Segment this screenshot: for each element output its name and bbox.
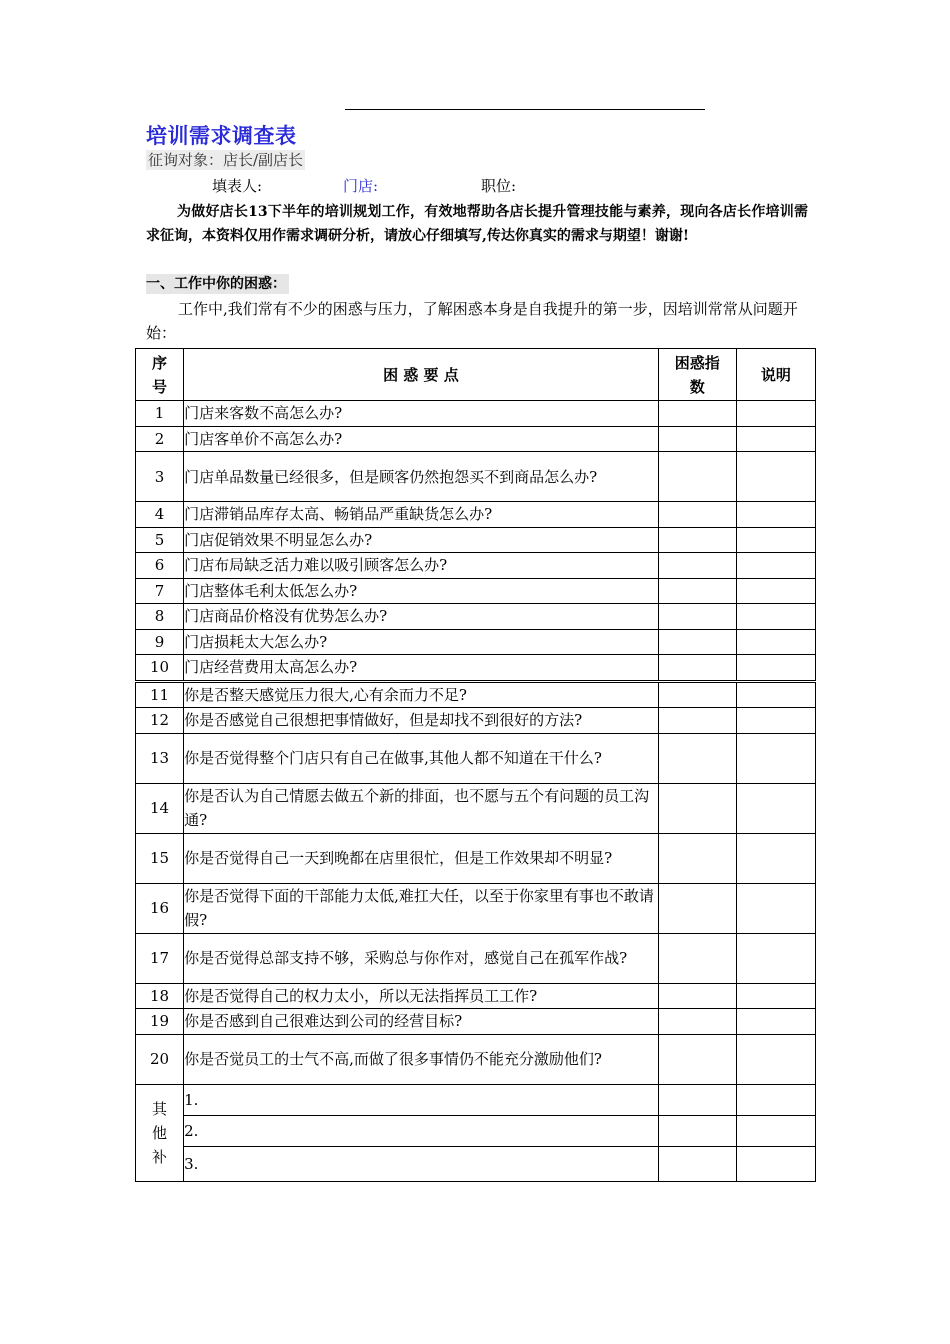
- other-row: [136, 1115, 816, 1146]
- other-item[interactable]: 1.: [184, 1084, 659, 1115]
- row-question: 你是否觉员工的士气不高,而做了很多事情仍不能充分激励他们?: [184, 1034, 659, 1084]
- row-question: 门店经营费用太高怎么办?: [184, 655, 659, 682]
- table-row: [136, 629, 816, 655]
- table-row: [136, 401, 816, 427]
- row-number: 18: [136, 983, 184, 1009]
- note-cell[interactable]: [736, 1034, 815, 1084]
- note-cell[interactable]: [736, 629, 815, 655]
- row-number: 3: [136, 452, 184, 502]
- note-cell[interactable]: [736, 401, 815, 427]
- note-cell[interactable]: [736, 733, 815, 783]
- table-row: [136, 883, 816, 933]
- fill-person-label: 填表人:: [212, 177, 263, 195]
- index-cell[interactable]: [658, 426, 736, 452]
- note-cell[interactable]: [736, 883, 815, 933]
- confusion-table: [135, 348, 816, 1182]
- other-row: [136, 1084, 816, 1115]
- row-question: 门店促销效果不明显怎么办?: [184, 527, 659, 553]
- table-row: [136, 452, 816, 502]
- row-number: 5: [136, 527, 184, 553]
- row-question: 你是否觉得下面的干部能力太低,难扛大任，以至于你家里有事也不敢请假?: [184, 883, 659, 933]
- fill-store-label: 门店:: [343, 177, 379, 195]
- table-row: [136, 983, 816, 1009]
- row-question: 你是否感觉自己很想把事情做好，但是却找不到很好的方法?: [184, 708, 659, 734]
- table-header-row: [136, 349, 816, 401]
- header-point: 困 惑 要 点: [184, 349, 659, 401]
- survey-target: 征询对象：店长/副店长: [148, 151, 304, 169]
- index-cell[interactable]: [658, 1115, 736, 1146]
- note-cell[interactable]: [736, 1084, 815, 1115]
- index-cell[interactable]: [658, 629, 736, 655]
- index-cell[interactable]: [658, 783, 736, 833]
- row-question: 你是否整天感觉压力很大,心有余而力不足?: [184, 681, 659, 708]
- table-row: [136, 1034, 816, 1084]
- row-question: 门店客单价不高怎么办?: [184, 426, 659, 452]
- table-row: [136, 833, 816, 883]
- table-row: [136, 527, 816, 553]
- section-description: 工作中,我们常有不少的困惑与压力，了解困惑本身是自我提升的第一步，因培训常常从问题开始：: [146, 300, 798, 342]
- index-cell[interactable]: [658, 502, 736, 528]
- row-number: 10: [136, 655, 184, 682]
- index-cell[interactable]: [658, 1009, 736, 1035]
- index-cell[interactable]: [658, 655, 736, 682]
- index-cell[interactable]: [658, 883, 736, 933]
- index-cell[interactable]: [658, 1146, 736, 1181]
- table-row: [136, 733, 816, 783]
- row-number: 12: [136, 708, 184, 734]
- index-cell[interactable]: [658, 708, 736, 734]
- index-cell[interactable]: [658, 553, 736, 579]
- row-question: 你是否觉得整个门店只有自己在做事,其他人都不知道在干什么?: [184, 733, 659, 783]
- row-number: 4: [136, 502, 184, 528]
- note-cell[interactable]: [736, 833, 815, 883]
- row-number: 15: [136, 833, 184, 883]
- row-number: 11: [136, 681, 184, 708]
- note-cell[interactable]: [736, 681, 815, 708]
- index-cell[interactable]: [658, 733, 736, 783]
- row-question: 门店商品价格没有优势怎么办?: [184, 604, 659, 630]
- row-number: 9: [136, 629, 184, 655]
- note-cell[interactable]: [736, 527, 815, 553]
- section-heading: 一、工作中你的困惑：: [146, 274, 289, 294]
- table-row: [136, 578, 816, 604]
- note-cell[interactable]: [736, 426, 815, 452]
- note-cell[interactable]: [736, 502, 815, 528]
- note-cell[interactable]: [736, 708, 815, 734]
- top-rule: [345, 109, 705, 110]
- note-cell[interactable]: [736, 1009, 815, 1035]
- row-question: 门店单品数量已经很多，但是顾客仍然抱怨买不到商品怎么办?: [184, 452, 659, 502]
- row-question: 你是否觉得自己一天到晚都在店里很忙，但是工作效果却不明显?: [184, 833, 659, 883]
- note-cell[interactable]: [736, 604, 815, 630]
- index-cell[interactable]: [658, 983, 736, 1009]
- table-row: [136, 502, 816, 528]
- page-title: 培训需求调查表: [146, 124, 297, 148]
- table-row: [136, 553, 816, 579]
- table-row: [136, 655, 816, 682]
- row-question: 你是否觉得自己的权力太小，所以无法指挥员工工作?: [184, 983, 659, 1009]
- row-question: 你是否认为自己情愿去做五个新的排面，也不愿与五个有问题的员工沟通?: [184, 783, 659, 833]
- note-cell[interactable]: [736, 1146, 815, 1181]
- row-question: 门店滞销品库存太高、畅销品严重缺货怎么办?: [184, 502, 659, 528]
- other-label: 其他补: [136, 1084, 184, 1181]
- index-cell[interactable]: [658, 681, 736, 708]
- row-question: 门店来客数不高怎么办?: [184, 401, 659, 427]
- row-number: 1: [136, 401, 184, 427]
- row-number: 19: [136, 1009, 184, 1035]
- note-cell[interactable]: [736, 655, 815, 682]
- note-cell[interactable]: [736, 983, 815, 1009]
- table-row: [136, 783, 816, 833]
- row-number: 14: [136, 783, 184, 833]
- table-row: [136, 708, 816, 734]
- index-cell[interactable]: [658, 1034, 736, 1084]
- other-item[interactable]: 2.: [184, 1115, 659, 1146]
- note-cell[interactable]: [736, 578, 815, 604]
- index-cell[interactable]: [658, 1084, 736, 1115]
- row-number: 6: [136, 553, 184, 579]
- row-number: 16: [136, 883, 184, 933]
- row-number: 17: [136, 933, 184, 983]
- note-cell[interactable]: [736, 452, 815, 502]
- index-cell[interactable]: [658, 578, 736, 604]
- other-item[interactable]: 3.: [184, 1146, 659, 1181]
- table-row: [136, 681, 816, 708]
- row-question: 你是否觉得总部支持不够，采购总与你作对，感觉自己在孤军作战?: [184, 933, 659, 983]
- table-row: [136, 933, 816, 983]
- row-question: 门店整体毛利太低怎么办?: [184, 578, 659, 604]
- header-index: 困惑指数: [658, 349, 736, 401]
- header-note: 说明: [736, 349, 815, 401]
- row-question: 门店损耗太大怎么办?: [184, 629, 659, 655]
- row-question: 你是否感到自己很难达到公司的经营目标?: [184, 1009, 659, 1035]
- row-number: 2: [136, 426, 184, 452]
- fill-position-label: 职位:: [481, 177, 517, 195]
- index-cell[interactable]: [658, 452, 736, 502]
- note-cell[interactable]: [736, 933, 815, 983]
- index-cell[interactable]: [658, 833, 736, 883]
- intro-paragraph: 为做好店长13下半年的培训规划工作，有效地帮助各店长提升管理技能与素养，现向各店长作培训需求征询，本资料仅用作需求调研分析，请放心仔细填写,传达你真实的需求与期望！谢谢!: [146, 204, 808, 244]
- note-cell[interactable]: [736, 553, 815, 579]
- row-number: 8: [136, 604, 184, 630]
- note-cell[interactable]: [736, 1115, 815, 1146]
- note-cell[interactable]: [736, 783, 815, 833]
- header-no: 序号: [136, 349, 184, 401]
- index-cell[interactable]: [658, 933, 736, 983]
- other-row: [136, 1146, 816, 1181]
- row-question: 门店布局缺乏活力难以吸引顾客怎么办?: [184, 553, 659, 579]
- row-number: 7: [136, 578, 184, 604]
- table-row: [136, 426, 816, 452]
- table-row: [136, 604, 816, 630]
- row-number: 20: [136, 1034, 184, 1084]
- index-cell[interactable]: [658, 527, 736, 553]
- row-number: 13: [136, 733, 184, 783]
- index-cell[interactable]: [658, 401, 736, 427]
- index-cell[interactable]: [658, 604, 736, 630]
- table-row: [136, 1009, 816, 1035]
